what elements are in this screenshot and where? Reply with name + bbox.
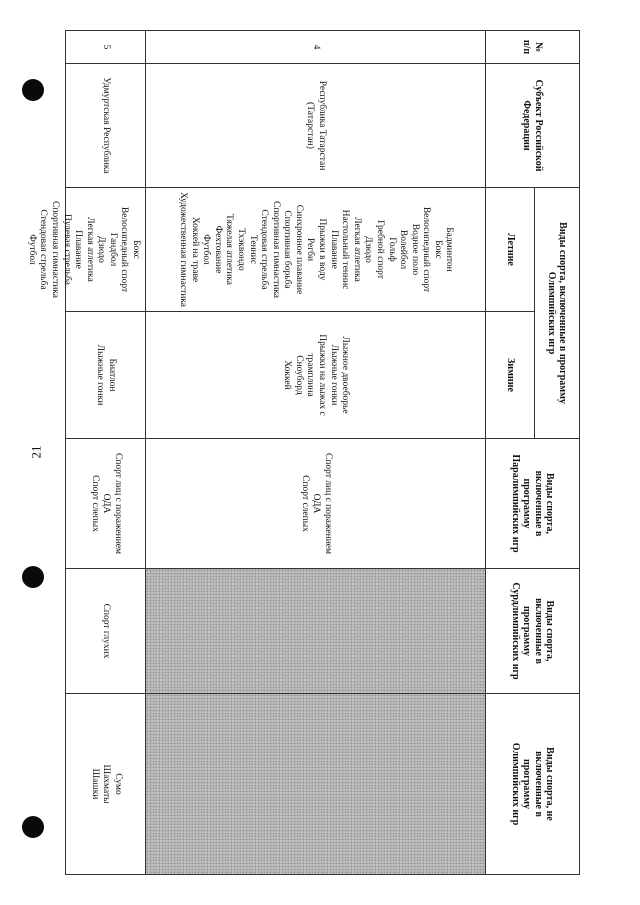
header-deaflympic: Виды спорта, включенные в программу Сурдлимпийских игр <box>485 568 580 694</box>
row-5-paralympic: Спорт лиц с поражением ОДА Спорт слепых <box>65 438 146 569</box>
row-4-winter: Лыжное двоеборье Лыжные гонки Прыжки на лыжах с трамплина Сноуборд Хоккей <box>145 311 486 439</box>
binder-hole-top <box>22 79 44 101</box>
header-paralympic: Виды спорта, включенные в программу Паралимпийских игр <box>485 438 580 569</box>
header-winter: Зимние <box>485 311 535 439</box>
row-5-subject: Удмуртская Республика <box>65 63 146 188</box>
header-olympic: Виды спорта, включенные в программу Олимпийских игр <box>534 187 580 439</box>
header-subject: Субъект Российской Федерации <box>485 63 580 188</box>
header-summer: Летние <box>485 187 535 312</box>
row-4-summer: Бадминтон Бокс Велосипедный спорт Водное поло Волейбол Гольф Гребной спорт Дзюдо Легкая атлетика Настольный теннис Плавание Прыжки в воду Регби Синхронное плавание Спортивная борьба Спортивная гимнастика Стендовая стрельба Теннис Тхэквондо Тяжелая атлетика Фехтование Футбол Хоккей на траве Художественная гимнастика <box>145 187 486 312</box>
binder-hole-middle <box>22 566 44 588</box>
binder-hole-bottom <box>22 816 44 838</box>
header-non-olympic: Виды спорта, не включенные в программу Олимпийских игр <box>485 693 580 875</box>
row-5-winter: Биатлон Лыжные гонки <box>65 311 146 439</box>
page-number: 21 <box>28 445 43 459</box>
row-4-deaflympic <box>145 568 486 694</box>
row-5-summer: Бокс Велосипедный спорт Гандбол Дзюдо Легкая атлетика Плавание Пулевая стрельба Спортивная гимнастика Стендовая стрельба Футбол <box>65 187 146 312</box>
row-4-num: 4 <box>145 30 486 64</box>
row-4-subject: Республика Татарстан (Татарстан) <box>145 63 486 188</box>
row-5-num: 5 <box>65 30 146 64</box>
row-5-non-olympic: Сумо Шахматы Шашки <box>65 693 146 875</box>
header-num: № п/п <box>485 30 580 64</box>
row-4-non-olympic <box>145 693 486 875</box>
row-5-deaflympic: Спорт глухих <box>65 568 146 694</box>
row-4-paralympic: Спорт лиц с поражением ОДА Спорт слепых <box>145 438 486 569</box>
